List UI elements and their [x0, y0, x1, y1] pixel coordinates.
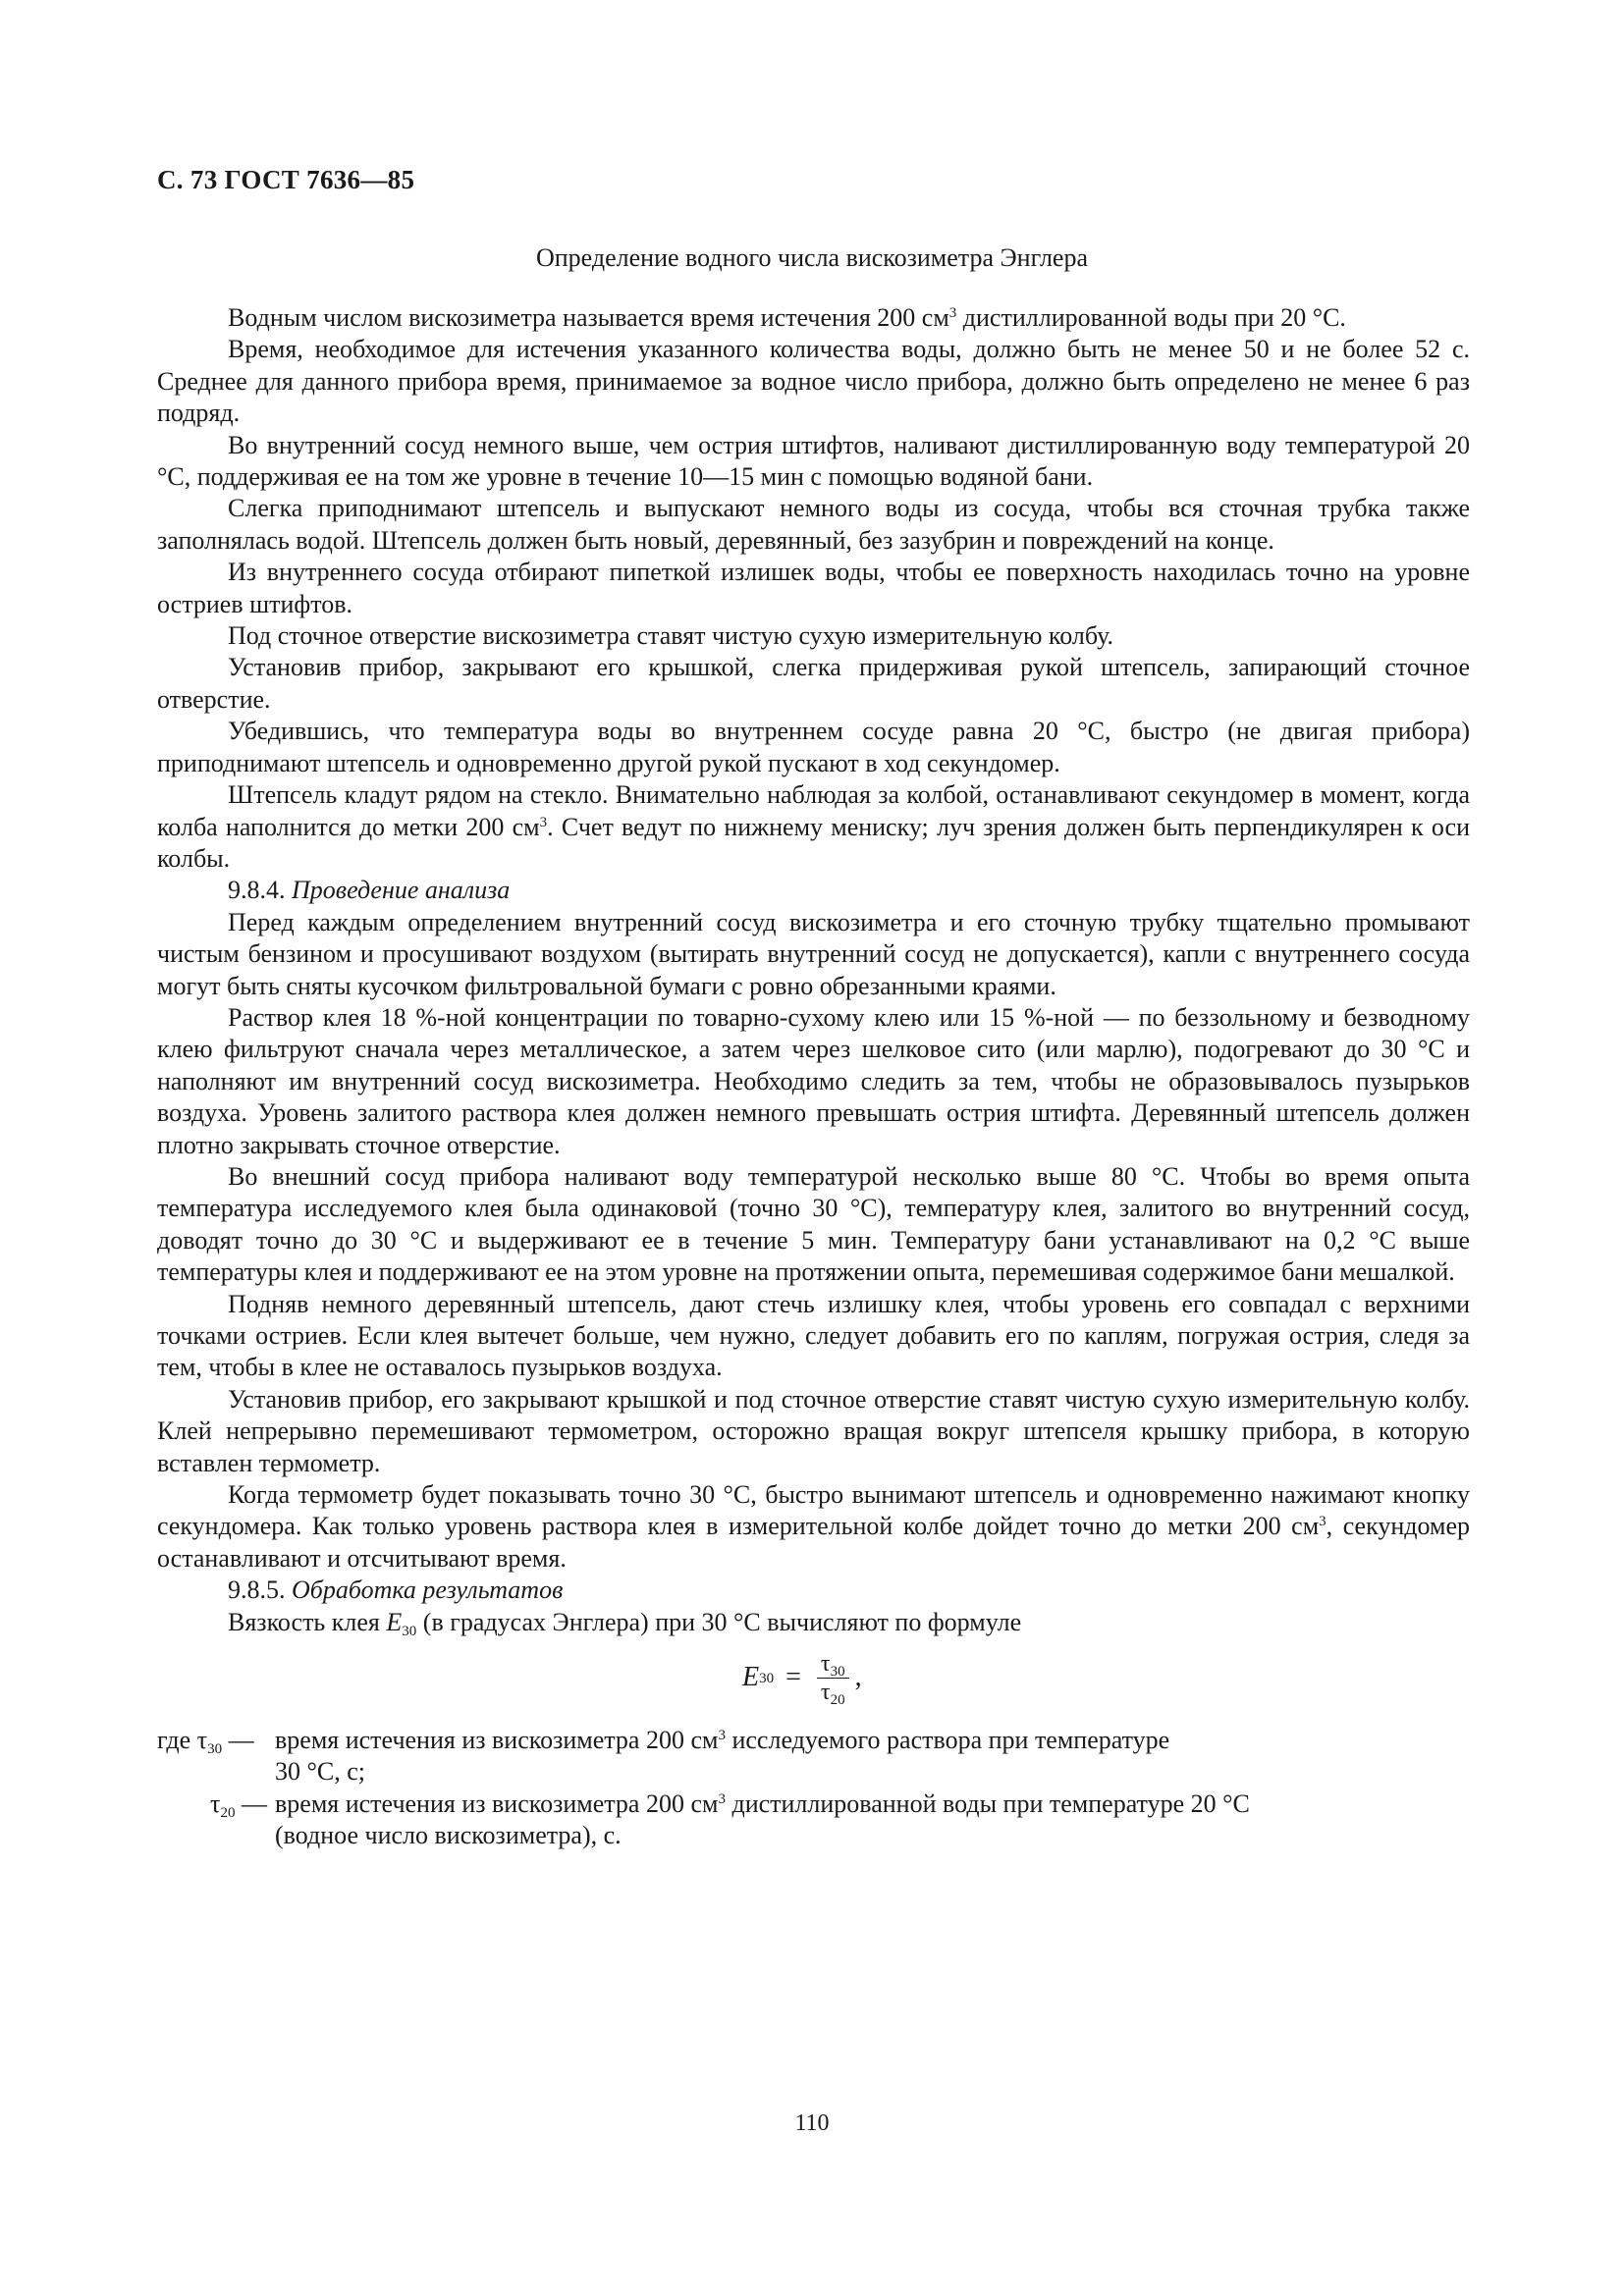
formula-equals: =: [785, 1662, 801, 1693]
paragraph: Водным числом вискозиметра называется время истечения 200 $см^3$ дистиллированной воды при 20 °С.: [228, 303, 1346, 332]
page-header: С. 73 ГОСТ 7636—85: [157, 165, 415, 194]
paragraph: Вязкость клея $E_{30}$ (в градусах Энглера) при 30 °С вычисляют по формуле: [228, 1607, 1022, 1639]
paragraph: Убедившись, что температура воды во внутреннем сосуде равна 20 °С, быстро (не двигая прибора) приподнимают штепсель и одновременно другой рукой пускают в ход секундомер.: [157, 717, 1470, 777]
paragraph: Подняв немного деревянный штепсель, дают стечь излишку клея, чтобы уровень его совпадал с верхними точками остриев. Если клея вытечет больше, чем нужно, следует добавить его по каплям, погружая острия, следя за тем, чтобы в клее не оставалось пузырьков воздуха.: [157, 1289, 1470, 1382]
section-title: Определение водного числа вискозиметра Энглера: [535, 243, 1088, 272]
paragraph: Штепсель кладут рядом на стекло. Внимательно наблюдая за колбой, останавливают секундомер в момент, когда колба наполнится до метки 200 $см^3$. Счет ведут по нижнему мениску; луч зрения должен быть перпендикулярен к оси колбы.: [157, 780, 1471, 873]
formula-block: [157, 1646, 1470, 1719]
paragraph: Установив прибор, закрывают его крышкой, слегка придерживая рукой штепсель, запирающий сточное отверстие.: [157, 653, 1470, 714]
subsection-heading-9-8-4: 9.8.4. Проведение анализа: [228, 876, 511, 905]
definition-tau-30: где $\tau_{30}$ — время истечения из вискозиметра 200 $см^3$ исследуемого раствора при температуре 30 °С, с;: [157, 1726, 1170, 1787]
formula-denominator: $\tau_{20}$: [817, 1678, 849, 1706]
subsection-heading-9-8-5: 9.8.5. Обработка результатов: [228, 1575, 564, 1605]
formula: E 30 = $\frac{\tau_{30}}{\tau_{20}}$ ,: [742, 1651, 862, 1709]
paragraph: Под сточное отверстие вискозиметра ставят чистую сухую измерительную колбу.: [228, 621, 1113, 651]
paragraph: Во внешний сосуд прибора наливают воду температурой несколько выше 80 °С. Чтобы во время опыта температура исследуемого клея была одинаковой (точно 30 °С), температуру клея, залитого во внутренний сосуд, доводят точно до 30 °С и выдерживают ее в течение 5 мин. Температуру бани устанавливают на 0,2 °С выше температуры клея и поддерживают ее на этом уровне на протяжении опыта, перемешивая содержимое бани мешалкой.: [157, 1161, 1470, 1287]
definition-tau-20: $\tau_{20}$ — время истечения из вискозиметра 200 $см^3$ дистиллированной воды при температуре 20 °С (водное число вискозиметра), с.: [210, 1789, 1250, 1850]
paragraph: Перед каждым определением внутренний сосуд вискозиметра и его сточную трубку тщательно промывают чистым бензином и просушивают воздухом (вытирать внутренний сосуд не допускается), капли с внутреннего сосуда могут быть сняты кусочком фильтровальной бумаги с ровно обрезанными краями.: [157, 907, 1470, 1000]
formula-numerator: $\tau_{30}$: [820, 1651, 845, 1681]
body-text: [157, 302, 1470, 1852]
page-number: 110: [794, 2110, 830, 2136]
paragraph: Время, необходимое для истечения указанного количества воды, должно быть не менее 50 и не более 52 с. Среднее для данного прибора время, принимаемое за водное число прибора, должно быть определено не менее 6 раз подряд.: [157, 335, 1470, 428]
formula-lhs: E: [742, 1662, 760, 1693]
variable-definitions: [157, 1725, 1470, 1852]
paragraph: Установив прибор, его закрывают крышкой и под сточное отверстие ставят чистую сухую измерительную колбу. Клей непрерывно перемешивают термометром, осторожно вращая вокруг штепселя крышку прибора, в которую вставлен термометр.: [157, 1384, 1470, 1477]
paragraph: Во внутренний сосуд немного выше, чем острия штифтов, наливают дистиллированную воду температурой 20 °С, поддерживая ее на том же уровне в течение 10—15 мин с помощью водяной бани.: [157, 430, 1470, 492]
paragraph: Слегка приподнимают штепсель и выпускают немного воды из сосуда, чтобы вся сточная трубка также заполнялась водой. Штепсель должен быть новый, деревянный, без зазубрин и повреждений на конце.: [157, 494, 1470, 555]
paragraph: Когда термометр будет показывать точно 30 °С, быстро вынимают штепсель и одновременно нажимают кнопку секундомера. Как только уровень раствора клея в измерительной колбе дойдет точно до метки 200 $см^3$, секундомер останавливают и отсчитывают время.: [157, 1480, 1470, 1573]
paragraph: Раствор клея 18 %-ной концентрации по товарно-сухому клею или 15 %-ной — по беззольному и безводному клею фильтруют сначала через металлическое, а затем через шелковое сито (или марлю), подогревают до 30 °С и наполняют им внутренний сосуд вискозиметра. Необходимо следить за тем, чтобы не образовывалось пузырьков воздуха. Уровень залитого раствора клея должен немного превышать острия штифта. Деревянный штепсель должен плотно закрывать сточное отверстие.: [157, 1002, 1470, 1159]
formula-fraction: [817, 1650, 849, 1709]
paragraph: Из внутреннего сосуда отбирают пипеткой излишек воды, чтобы ее поверхность находилась точно на уровне остриев штифтов.: [157, 558, 1470, 618]
formula-comma: ,: [854, 1662, 862, 1693]
